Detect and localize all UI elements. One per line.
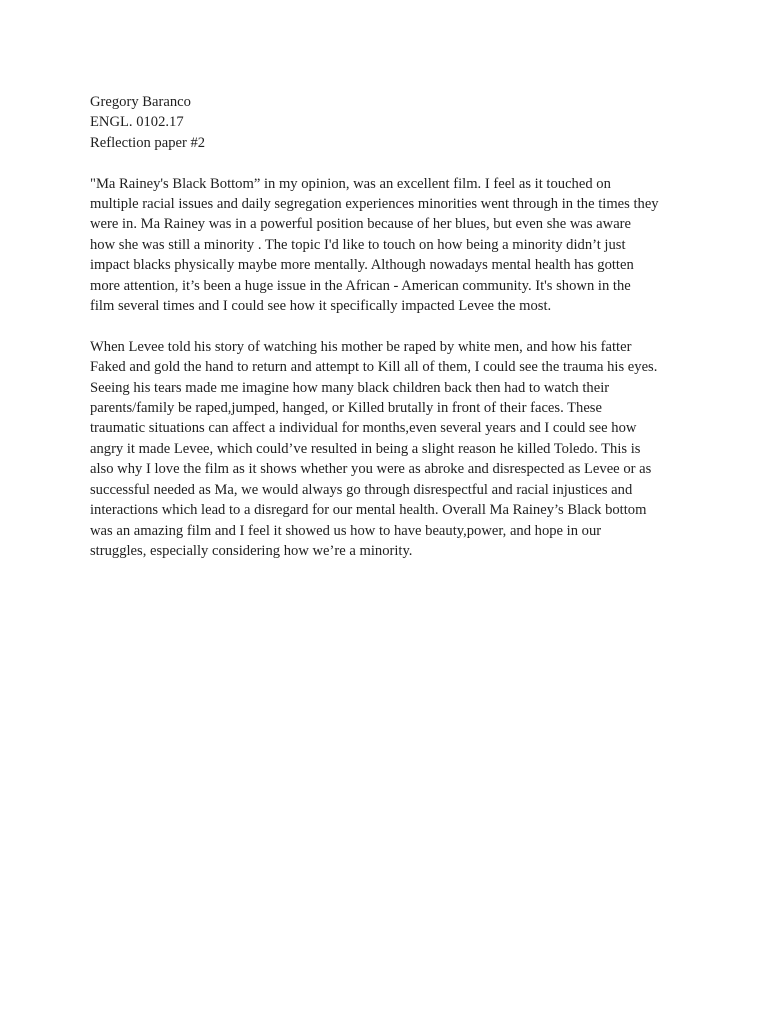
paragraph-line: "Ma Rainey's Black Bottom” in my opinion, was an excellent film. I feel as it touched on (90, 175, 611, 192)
paragraph-spacer (90, 316, 686, 336)
paragraph-line: how she was still a minority . The topic I'd like to touch on how being a minority didn’t just (90, 236, 626, 253)
paragraph-line: When Levee told his story of watching his mother be raped by white men, and how his fatter (90, 338, 632, 355)
paragraph-line: struggles, especially considering how we’re a minority. (90, 542, 413, 559)
paragraph-line: also why I love the film as it shows whether you were as abroke and disrespected as Levee or as (90, 461, 652, 478)
paragraph-line: parents/family be raped,jumped, hanged, or Killed brutally in front of their faces. These (90, 400, 602, 417)
paragraph-line: more attention, it’s been a huge issue in the African - American community. It's shown in the (90, 277, 631, 294)
paragraph-2 (90, 337, 686, 561)
paragraph-line: impact blacks physically maybe more mentally. Although nowadays mental health has gotten (90, 257, 634, 274)
paragraph-line: film several times and I could see how it specifically impacted Levee the most. (90, 298, 552, 315)
paragraph-line: interactions which lead to a disregard for our mental health. Overall Ma Rainey’s Black bottom (90, 502, 647, 519)
paragraph-line: was an amazing film and I feel it showed us how to have beauty,power, and hope in our (90, 522, 602, 539)
assignment-title: Reflection paper #2 (90, 134, 206, 151)
paragraph-line: Seeing his tears made me imagine how many black children back then had to watch their (90, 379, 610, 396)
paragraph-line: were in. Ma Rainey was in a powerful position because of her blues, but even she was aware (90, 216, 632, 233)
paragraph-line: successful needed as Ma, we would always go through disrespectful and racial injustices and (90, 481, 633, 498)
document-page (90, 92, 686, 561)
paragraph-line: Faked and gold the hand to return and attempt to Kill all of them, I could see the trauma his eyes. (90, 359, 658, 376)
paragraph-line: angry it made Levee, which could’ve resulted in being a slight reason he killed Toledo. This is (90, 440, 641, 457)
document-header (90, 92, 686, 153)
author-name: Gregory Baranco (90, 94, 191, 110)
paragraph-line: traumatic situations can affect a individual for months,even several years and I could see how (90, 420, 637, 437)
paragraph-line: multiple racial issues and daily segregation experiences minorities went through in the times they (90, 196, 659, 213)
paragraph-1 (90, 174, 686, 317)
course-code: ENGL. 0102.17 (90, 114, 184, 131)
header-spacer (90, 153, 686, 173)
